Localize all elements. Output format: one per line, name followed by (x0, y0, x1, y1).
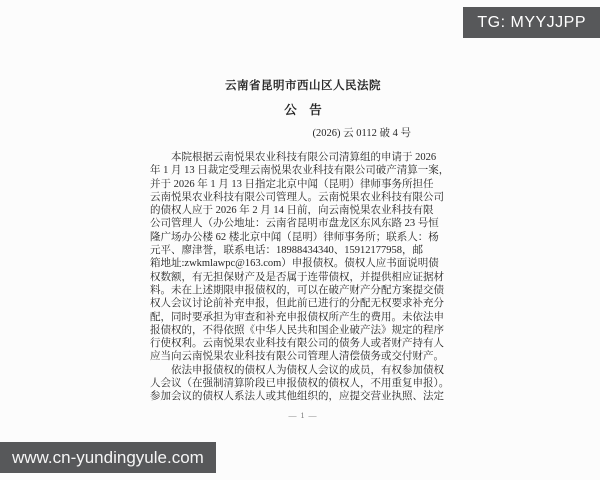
court-notice-document (150, 80, 456, 420)
page-number: — 1 — (288, 410, 318, 420)
tg-badge: TG: MYYJJPP (463, 7, 600, 38)
body-line: 权数额，有无担保财产及是否属于连带债权，并提供相应证据材 (150, 271, 444, 283)
body-line: 隆广场办公楼 62 楼北京中闻（昆明）律师事务所；联系人：杨 (150, 231, 439, 243)
body-line: 年 1 月 13 日裁定受理云南悦果农业科技有限公司破产清算一案， (150, 165, 450, 177)
body-line: 行使权利。云南悦果农业科技有限公司的债务人或者财产持有人 (150, 338, 444, 350)
watermark-url: www.cn-yundingyule.com (0, 442, 216, 473)
body-line: 云南悦果农业科技有限公司管理人。云南悦果农业科技有限公司 (150, 191, 444, 203)
body-line: 依法申报债权的债权人为债权人会议的成员，有权参加债权 (171, 364, 444, 376)
body-line: 人会议（在强制清算阶段已申报债权的债权人，不用重复申报）。 (150, 378, 450, 390)
court-name: 云南省昆明市西山区人民法院 (225, 80, 381, 92)
case-number: (2026) 云 0112 破 4 号 (312, 128, 411, 139)
notice-body (150, 151, 456, 404)
body-line: 报债权的，不得依照《中华人民共和国企业破产法》规定的程序 (150, 324, 444, 336)
notice-title: 公 告 (284, 103, 322, 117)
body-line: 本院根据云南悦果农业科技有限公司清算组的申请于 2026 (171, 152, 437, 163)
body-line: 料。未在上述期限申报债权的，可以在破产财产分配方案提交债 (150, 284, 444, 296)
body-line: 应当向云南悦果农业科技有限公司管理人清偿债务或交付财产。 (150, 351, 444, 363)
body-line: 公司管理人（办公地址：云南省昆明市盘龙区东风东路 23 号恒 (150, 218, 439, 230)
body-line: 元平、廖津誉，联系电话：18988434340、15912177958，邮 (150, 245, 423, 257)
body-line: 配，同时要承担为审查和补充申报债权所产生的费用。未依法申 (150, 311, 444, 323)
body-line: 的债权人应于 2026 年 2 月 14 日前，向云南悦果农业科技有限 (150, 205, 434, 217)
body-line: 箱地址:zwkmlawpc@163.com）申报债权。债权人应书面说明债 (150, 258, 439, 270)
body-line: 参加会议的债权人系法人或其他组织的，应提交营业执照、法定 (150, 391, 444, 403)
body-line: 权人会议讨论前补充申报，但此前已进行的分配无权要求补充分 (150, 298, 444, 310)
body-line: 并于 2026 年 1 月 13 日指定北京中闻（昆明）律师事务所担任 (150, 178, 434, 190)
